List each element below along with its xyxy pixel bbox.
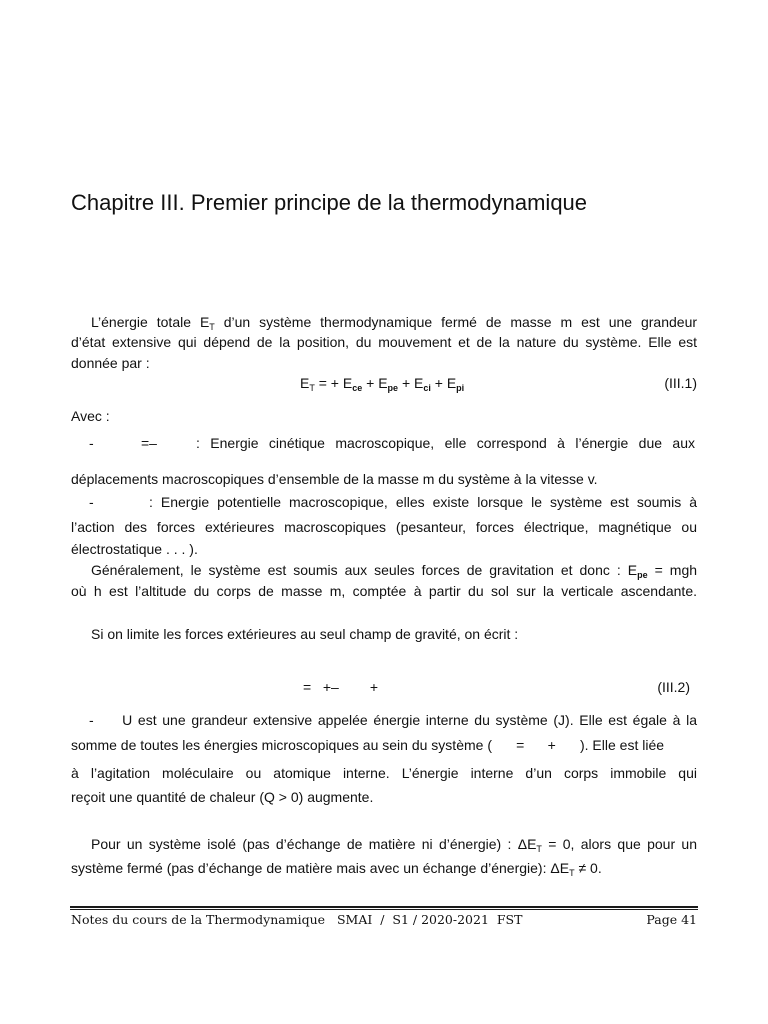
text-segment: somme de toutes les énergies microscopiques au sein du système ( bbox=[71, 737, 492, 753]
footer-course-info: Notes du cours de la Thermodynamique SMAI / S1 / 2020-2021 FST bbox=[71, 912, 523, 927]
text-segment: L’énergie totale bbox=[91, 314, 191, 330]
text-segment: ≠ 0. bbox=[578, 860, 602, 876]
text-segment: Généralement, le système est soumis aux seules forces de gravitation et donc : bbox=[91, 562, 621, 578]
footer-rule-thin bbox=[70, 909, 698, 910]
text-segment: : Energie cinétique macroscopique, elle correspond à l’énergie due aux bbox=[196, 435, 695, 451]
item-3-line-3: à l’agitation moléculaire ou atomique interne. L’énergie interne d’un corps immobile qui bbox=[71, 765, 697, 781]
paragraph-1-line-2: d’état extensive qui dépend de la position, du mouvement et de la nature du système. Elle est bbox=[71, 334, 697, 350]
avec-label: Avec : bbox=[71, 408, 110, 424]
paragraph-4-line-2: système fermé (pas d’échange de matière mais avec un échange d’énergie): $\Delta E_T \ne 0$. bbox=[71, 860, 602, 878]
item-2-line-2: l’action des forces extérieures macroscopiques (pesanteur, forces électrique, magnétique ou bbox=[71, 519, 697, 535]
list-dash: - bbox=[89, 435, 94, 451]
paragraph-1-line-1 bbox=[71, 313, 697, 331]
internal-energy-formula: = + bbox=[516, 737, 556, 753]
paragraph-2-line-1 bbox=[71, 561, 697, 579]
kinetic-energy-formula: =– bbox=[141, 435, 157, 451]
equation-1: $E_T$ = + $E_{ce} + E_{pe} + E_{ci} + E_{pi}$ bbox=[300, 375, 465, 393]
equation-1-number: (III.1) bbox=[664, 375, 697, 391]
item-2-line-1 bbox=[71, 493, 697, 511]
item-1-line-1 bbox=[71, 434, 697, 452]
symbol-et: $E_T$ bbox=[199, 314, 215, 332]
text-segment: ). Elle est liée bbox=[579, 737, 665, 753]
paragraph-1-line-3: donnée par : bbox=[71, 355, 150, 371]
equation-2: = +– + bbox=[303, 679, 379, 695]
text-segment: = mgh bbox=[654, 562, 698, 578]
footer-rule bbox=[70, 906, 698, 908]
text-segment: système fermé (pas d’échange de matière mais avec un échange d’énergie): ΔE bbox=[71, 860, 570, 876]
text-segment: : Energie potentielle macroscopique, elles existe lorsque le système est soumis à bbox=[149, 494, 697, 510]
item-2-line-3: électrostatique . . . ). bbox=[71, 541, 198, 557]
symbol-epe: $E_{pe}$ bbox=[627, 562, 648, 580]
paragraph-2-line-2: où h est l’altitude du corps de masse m, comptée à partir du sol sur la verticale ascendante. bbox=[71, 583, 697, 599]
text-segment: = 0, alors que pour un bbox=[548, 836, 697, 852]
paragraph-4-line-1: Pour un système isolé (pas d’échange de matière ni d’énergie) : $\Delta E_T = 0$, alors que pour un bbox=[91, 836, 697, 854]
item-3-line-2 bbox=[71, 736, 697, 754]
text-segment: d’un système thermodynamique fermé de masse m est une grandeur bbox=[223, 314, 698, 330]
paragraph-3: Si on limite les forces extérieures au seul champ de gravité, on écrit : bbox=[91, 626, 519, 642]
item-3-line-1: - U est une grandeur extensive appelée énergie interne du système (J). Elle est égale à la bbox=[89, 712, 697, 728]
equation-2-number: (III.2) bbox=[657, 679, 690, 695]
page-number: Page 41 bbox=[646, 912, 697, 927]
item-1-line-2: déplacements macroscopiques d’ensemble de la masse m du système à la vitesse v. bbox=[71, 471, 598, 487]
chapter-title: Chapitre III. Premier principe de la thermodynamique bbox=[71, 190, 588, 215]
item-3-line-4: reçoit une quantité de chaleur (Q > 0) augmente. bbox=[71, 789, 374, 805]
list-dash: - bbox=[89, 494, 94, 510]
text-segment: Pour un système isolé (pas d’échange de matière ni d’énergie) : ΔE bbox=[91, 836, 537, 852]
